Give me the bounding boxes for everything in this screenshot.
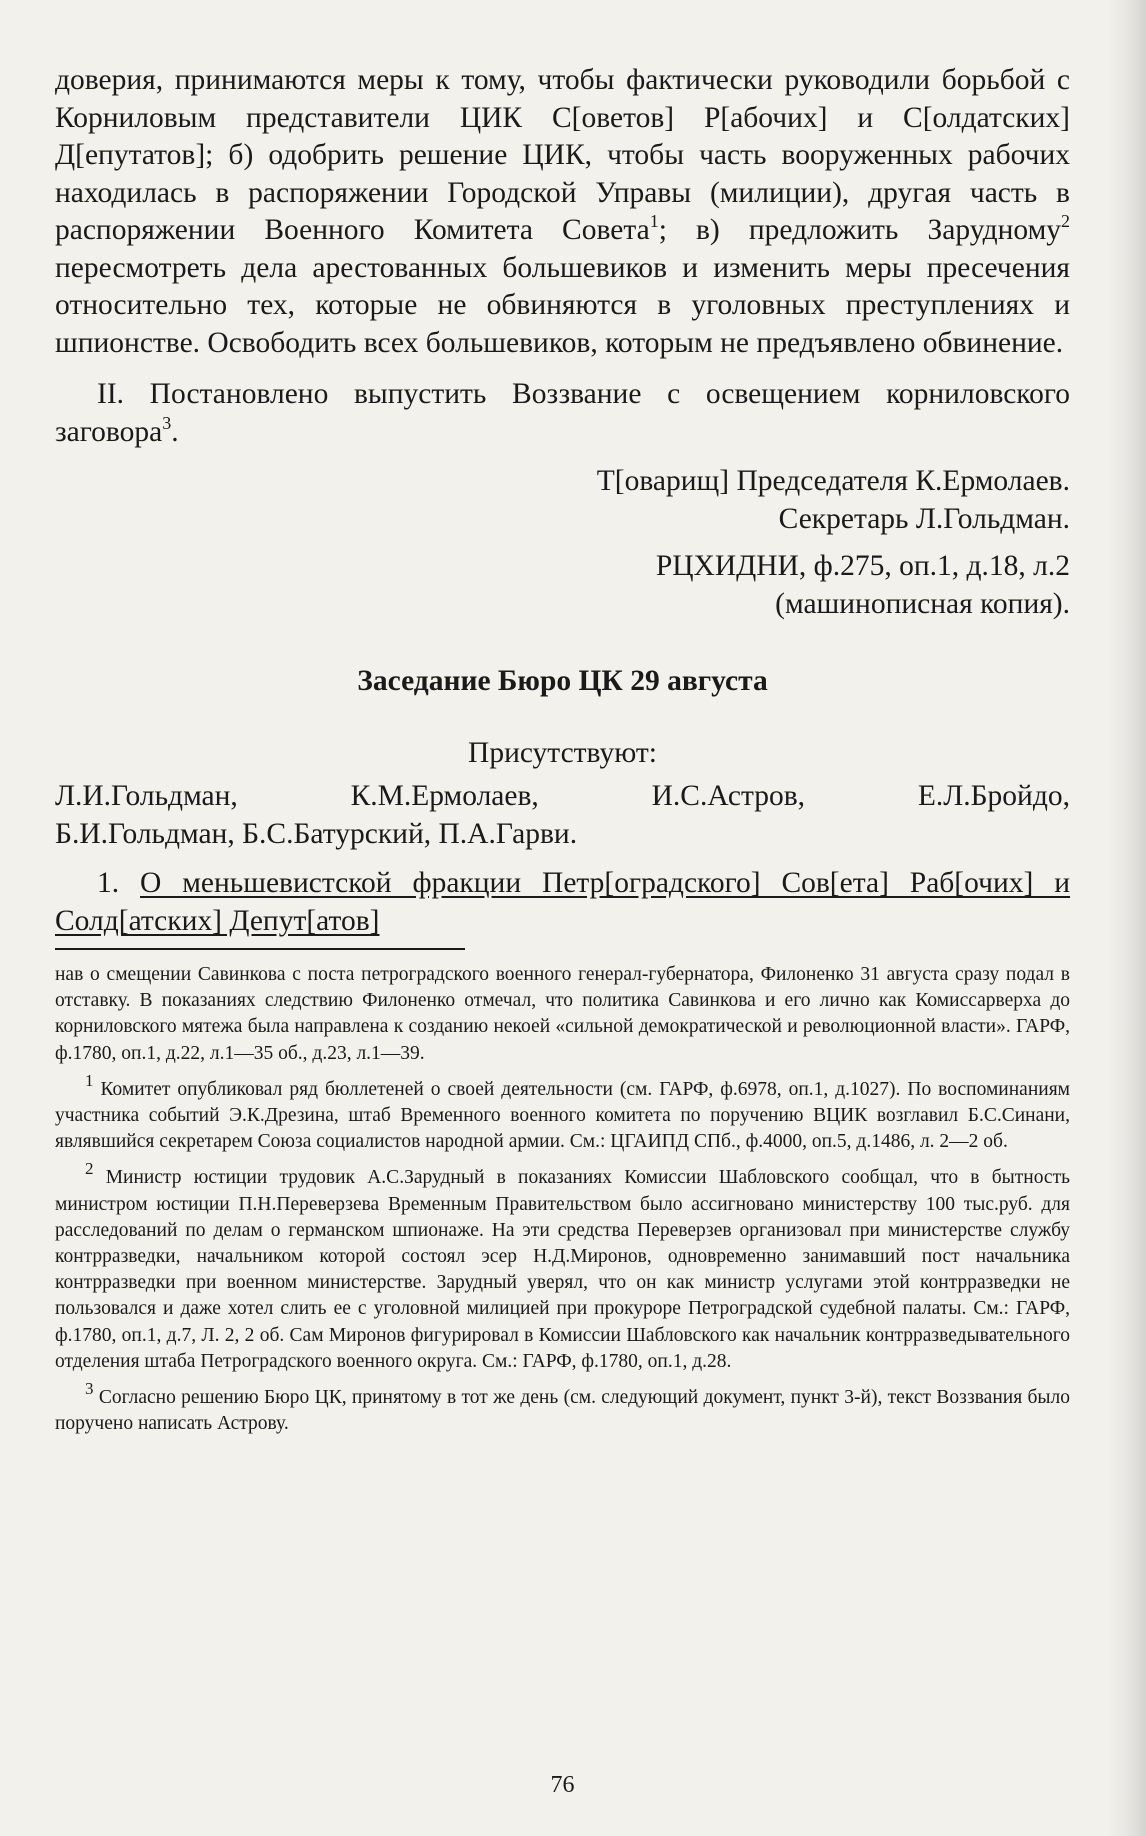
footnote-ref-3[interactable]: 3 (162, 412, 172, 433)
footnote-mark: 3 (85, 1379, 94, 1399)
signature-block (55, 463, 1070, 538)
footnote-divider (55, 948, 465, 950)
present-person: И.С.Астров, (651, 780, 806, 812)
paragraph-2-end: . (171, 415, 179, 448)
footnote-ref-2[interactable]: 2 (1061, 211, 1070, 231)
page-edge-shadow (1108, 0, 1146, 1836)
signature-chair: Т[оварищ] Председателя К.Ермолаев. (596, 465, 1070, 497)
paragraph-2-text: II. Постановлено выпустить Воззвание с освещением корниловского заговора (55, 378, 1070, 448)
page-number: 76 (550, 1772, 575, 1798)
signature-secretary: Секретарь Л.Гольдман. (778, 502, 1070, 535)
section-title: Заседание Бюро ЦК 29 августа (357, 665, 768, 697)
present-person: Л.И.Гольдман, (55, 780, 238, 812)
footnote-ref-1[interactable]: 1 (649, 211, 659, 231)
archive-reference: РЦХИДНИ, ф.275, оп.1, д.18, л.2 (655, 550, 1070, 582)
footnote-text: Министр юстиции трудовик А.С.Зарудный в показаниях Комиссии Шабловского сообщал, что в бытность министром юстиции П.Н.Переверзева Временным Правительством было ассигновано министерству 100 тыс.руб. для расследований по делам о германском шпионаже. На эти средства Переверзев организовал при министерстве службу контрразведки, начальником которой состоял эсер Н.Д.Миронов, одновременно занимавший пост начальника контрразведки при военном министерстве. Зарудный уверял, что он как министр услугами этой контрразведки не пользовался и даже хотел слить ее с уголовной милицией при прокуроре Петроградской судебной палаты. См.: ГАРФ, ф.1780, оп.1, д.7, Л. 2, 2 об. Сам Миронов фигурировал в Комиссии Шабловского как начальник контрразведывательного отделения штаба Петроградского военного округа. См.: ГАРФ, ф.1780, оп.1, д.28. (55, 1167, 1070, 1372)
paragraph-1-part-2: ; в) предложить Зарудному (658, 214, 1061, 246)
paragraph-1-part-3: пересмотреть дела арестованных большевиков и изменить меры пресечения относительно тех, которые не обвиняются в уголовных преступлениях и шпионстве. Освободить всех большевиков, которым не предъявлено обвинение. (55, 251, 1070, 359)
archive-source (55, 548, 1070, 623)
archive-note: (машинописная копия). (775, 587, 1070, 620)
footnote-continuation: нав о смещении Савинкова с поста петроградского военного генерал-губернатора, Филоненко 31 августа сразу подал в отставку. В показаниях следствию Филоненко отмечал, что политика Савинкова и его лично как Комиссарверха до корниловского мятежа была направлена к созданию некоей «сильной демократической и революционной власти». ГАРФ, ф.1780, оп.1, д.22, л.1—35 об., д.23, л.1—39. (55, 964, 1070, 1064)
main-paragraph-1 (55, 62, 1070, 362)
paragraph-1-part-1: доверия, принимаются меры к тому, чтобы фактически руководили борьбой с Корниловым представители ЦИК С[оветов] Р[абочих] и С[олдатских] Д[епутатов]; б) одобрить решение ЦИК, чтобы часть вооруженных рабочих находилась в распоряжении Городской Управы (милиции), другая часть в распоряжении Военного Комитета Совета (55, 64, 1070, 246)
footnote-text: Комитет опубликовал ряд бюллетеней о своей деятельности (см. ГАРФ, ф.6978, оп.1, д.1027). По воспоминаниям участника событий Э.К.Дрезина, штаб Временного военного комитета по поручению ВЦИК возглавил Б.С.Синани, являвшийся секретарем Союза социалистов народной армии. См.: ЦГАИПД СПб., ф.4000, оп.5, д.1486, л. 2—2 об. (55, 1078, 1071, 1153)
footnote-text: Согласно решению Бюро ЦК, принятому в тот же день (см. следующий документ, пункт 3-й), текст Воззвания было поручено написать Астрову. (55, 1387, 1071, 1435)
agenda-text: О меньшевистской фракции Петр[оградского] Сов[ета] Раб[очих] и Солд[атских] Депут[атов] (55, 867, 1070, 937)
main-paragraph-2 (55, 376, 1070, 451)
footnote-3 (55, 1379, 1071, 1437)
agenda-item-1 (55, 865, 1070, 940)
footnote-mark: 1 (85, 1070, 94, 1090)
agenda-number: 1. (97, 867, 120, 899)
present-label: Присутствуют: (468, 736, 657, 769)
present-list-row-1 (55, 778, 1070, 816)
present-person: Е.Л.Бройдо, (917, 780, 1070, 812)
footnote-2 (55, 1159, 1070, 1375)
document-page (55, 62, 1071, 1798)
present-list-row-2: Б.И.Гольдман, Б.С.Батурский, П.А.Гарви. (55, 817, 578, 850)
footnote-1 (55, 1070, 1071, 1156)
footnote-mark: 2 (85, 1159, 94, 1179)
present-person: К.М.Ермолаев, (350, 780, 539, 812)
